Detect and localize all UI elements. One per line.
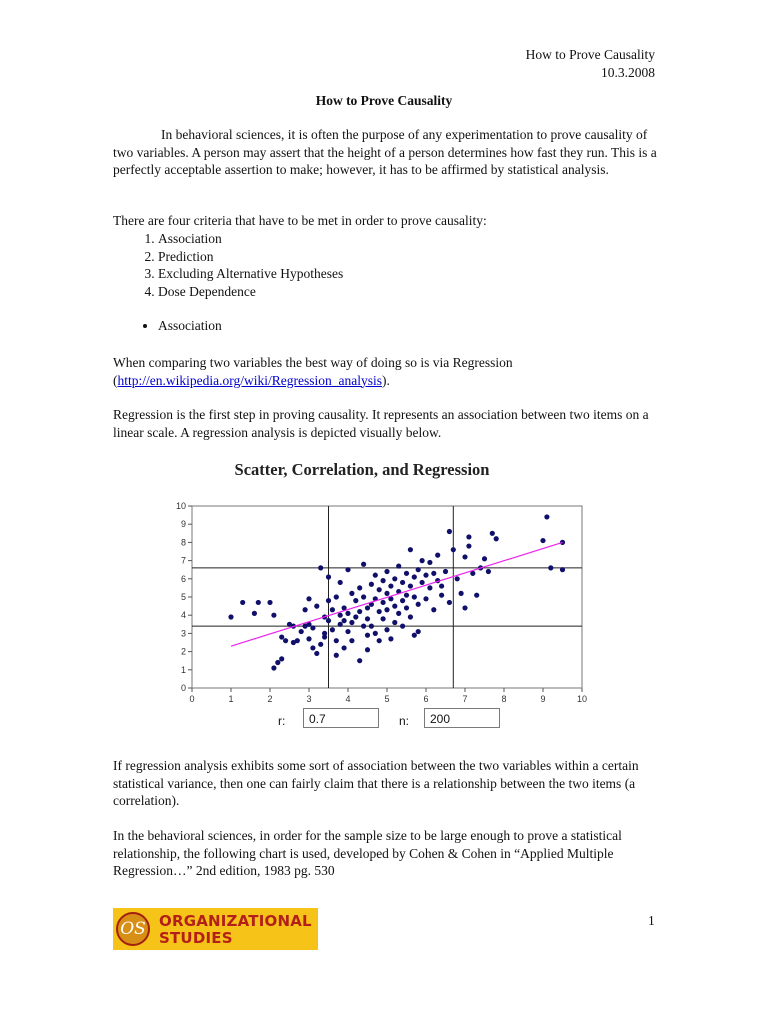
x-tick-label: 3: [306, 694, 312, 704]
data-point: [334, 638, 339, 643]
data-point: [228, 614, 233, 619]
data-point: [365, 647, 370, 652]
data-point: [408, 614, 413, 619]
intro-paragraph: In behavioral sciences, it is often the purpose of any experimentation to prove causality of two variables. A person may assert that the height of a person determines how fast they run. This is a perfectly acceptable assertion to make; however, it has to be affirmed by statistical analysis.: [113, 127, 657, 177]
data-point: [357, 658, 362, 663]
data-point: [353, 598, 358, 603]
data-point: [416, 629, 421, 634]
y-tick-label: 10: [175, 501, 186, 511]
data-point: [361, 562, 366, 567]
x-tick-label: 6: [423, 694, 429, 704]
data-point: [416, 602, 421, 607]
data-point: [361, 594, 366, 599]
data-point: [334, 653, 339, 658]
regression-text-end: ).: [381, 372, 390, 388]
data-point: [326, 598, 331, 603]
x-tick-label: 5: [384, 694, 390, 704]
criteria-intro: There are four criteria that have to be met in order to prove causality:: [113, 213, 487, 228]
y-tick-label: 1: [180, 664, 186, 675]
data-point: [447, 600, 452, 605]
y-tick-label: 8: [180, 537, 186, 548]
data-point: [494, 536, 499, 541]
x-tick-label: 4: [345, 694, 351, 704]
data-point: [283, 638, 288, 643]
first-step-paragraph: Regression is the first step in proving causality. It represents an association between two items on a linear scale. A regression analysis is depicted visually below.: [113, 407, 649, 440]
logo-line2: STUDIES: [159, 929, 233, 947]
y-tick-label: 7: [180, 555, 186, 566]
data-point: [357, 585, 362, 590]
data-point: [462, 554, 467, 559]
regression-line-group: [231, 542, 563, 646]
data-point: [392, 576, 397, 581]
data-point: [381, 578, 386, 583]
data-point: [459, 591, 464, 596]
bullet-item-association: • Association: [158, 317, 222, 335]
association-paragraph: If regression analysis exhibits some sort of association between the two variables within a certain statistical variance, then one can fairly claim that there is a relationship between the two items (a correlation).: [113, 758, 639, 808]
data-point: [353, 614, 358, 619]
data-point: [384, 569, 389, 574]
data-point: [486, 569, 491, 574]
data-point: [377, 638, 382, 643]
data-point: [388, 636, 393, 641]
x-tick-label: 9: [540, 694, 546, 704]
x-tick-labels: [189, 688, 587, 704]
y-tick-label: 4: [180, 610, 186, 621]
data-point: [271, 613, 276, 618]
data-point: [318, 642, 323, 647]
data-point: [416, 567, 421, 572]
x-tick-label: 0: [189, 694, 195, 704]
data-point: [349, 591, 354, 596]
data-point: [318, 565, 323, 570]
data-point: [299, 629, 304, 634]
data-point: [412, 633, 417, 638]
data-point: [349, 620, 354, 625]
data-point: [365, 605, 370, 610]
logo-line1: ORGANIZATIONAL: [159, 912, 312, 930]
criteria-item: 1. Association: [158, 230, 343, 248]
data-point: [466, 534, 471, 539]
data-point: [396, 563, 401, 568]
data-point: [451, 547, 456, 552]
data-point: [427, 585, 432, 590]
header-date: 10.3.2008: [601, 64, 655, 80]
data-point: [420, 558, 425, 563]
data-point: [345, 567, 350, 572]
data-point: [431, 571, 436, 576]
data-point: [373, 631, 378, 636]
data-point: [361, 624, 366, 629]
data-point: [384, 627, 389, 632]
x-tick-label: 1: [228, 694, 234, 704]
data-point: [338, 622, 343, 627]
x-tick-label: 8: [501, 694, 507, 704]
data-point: [326, 574, 331, 579]
y-tick-label: 2: [180, 646, 186, 657]
x-tick-label: 2: [267, 694, 273, 704]
data-point: [423, 573, 428, 578]
data-point: [381, 616, 386, 621]
y-tick-label: 5: [180, 592, 186, 602]
data-point: [447, 529, 452, 534]
y-tick-label: 0: [180, 683, 186, 693]
data-point: [392, 604, 397, 609]
data-point: [423, 596, 428, 601]
data-point: [431, 607, 436, 612]
criteria-list: [113, 230, 343, 300]
data-point: [462, 605, 467, 610]
data-point: [412, 594, 417, 599]
data-point: [267, 600, 272, 605]
data-point: [381, 600, 386, 605]
logo-mark: [116, 912, 150, 946]
data-point: [330, 607, 335, 612]
y-tick-labels: [176, 501, 192, 693]
scatter-chart: [170, 455, 600, 745]
data-point: [314, 651, 319, 656]
regression-line: [231, 542, 563, 646]
data-point: [560, 567, 565, 572]
data-point: [306, 636, 311, 641]
data-point: [466, 543, 471, 548]
cohen-paragraph: In the behavioral sciences, in order for the sample size to be large enough to prove a statistical relationship, the following chart is used, developed by Cohen & Cohen in “Applied Multiple Regression…” 2nd edition, 1983 pg. 530: [113, 828, 622, 878]
data-point: [345, 629, 350, 634]
data-point: [474, 593, 479, 598]
data-point: [400, 598, 405, 603]
data-point: [404, 571, 409, 576]
regression-text: When comparing two variables the best way of doing so is via Regression (: [113, 355, 513, 388]
y-tick-label: 9: [180, 519, 186, 530]
data-point: [342, 645, 347, 650]
data-point: [388, 583, 393, 588]
data-point: [349, 638, 354, 643]
n-value-box: 200: [424, 708, 500, 728]
data-point: [400, 624, 405, 629]
data-point: [544, 514, 549, 519]
data-point: [271, 665, 276, 670]
data-point: [279, 656, 284, 661]
regression-paragraph: [113, 354, 658, 389]
bullet-list: [113, 317, 222, 335]
data-point: [314, 604, 319, 609]
data-point: [396, 611, 401, 616]
data-point: [240, 600, 245, 605]
page-title: How to Prove Causality: [315, 93, 453, 108]
data-point: [392, 620, 397, 625]
criteria-item: 4. Dose Dependence: [158, 283, 343, 301]
criteria-item: 2. Prediction: [158, 248, 343, 266]
data-point: [443, 569, 448, 574]
data-point: [435, 553, 440, 558]
data-point: [540, 538, 545, 543]
data-point: [326, 618, 331, 623]
data-point: [334, 594, 339, 599]
data-point: [384, 607, 389, 612]
header-doc-title: How to Prove Causality: [525, 47, 655, 62]
organizational-studies-logo: [113, 908, 318, 950]
data-point: [303, 607, 308, 612]
data-point: [322, 634, 327, 639]
running-header: [526, 46, 655, 81]
criteria-item: 3. Excluding Alternative Hypotheses: [158, 265, 343, 283]
data-point: [365, 633, 370, 638]
data-point: [482, 556, 487, 561]
n-label: n:: [399, 714, 410, 728]
data-point: [275, 660, 280, 665]
data-point: [306, 596, 311, 601]
data-point: [357, 609, 362, 614]
data-point: [310, 625, 315, 630]
data-point: [420, 580, 425, 585]
data-point: [338, 613, 343, 618]
scatter-chart-svg: [170, 455, 600, 740]
data-point: [412, 574, 417, 579]
data-point: [490, 531, 495, 536]
data-point: [439, 593, 444, 598]
r-value-box: 0.7: [303, 708, 379, 728]
data-point: [310, 645, 315, 650]
data-point: [252, 611, 257, 616]
data-point: [377, 609, 382, 614]
data-point: [279, 634, 284, 639]
data-point: [404, 593, 409, 598]
page-number: 1: [648, 913, 655, 928]
logo-mark-text: OS: [120, 919, 146, 939]
data-point: [345, 611, 350, 616]
x-tick-label: 10: [576, 694, 588, 704]
data-point: [548, 565, 553, 570]
data-point: [455, 576, 460, 581]
data-point: [408, 547, 413, 552]
data-point: [330, 627, 335, 632]
data-point: [342, 618, 347, 623]
regression-link[interactable]: http://en.wikipedia.org/wiki/Regression_analysis: [117, 372, 382, 388]
data-point: [427, 560, 432, 565]
data-point: [338, 580, 343, 585]
y-tick-label: 6: [180, 573, 186, 584]
chart-title: Scatter, Correlation, and Regression: [234, 460, 490, 479]
data-point: [365, 616, 370, 621]
data-point: [408, 583, 413, 588]
data-point: [373, 573, 378, 578]
data-point: [439, 583, 444, 588]
r-label: r:: [278, 714, 286, 728]
data-point: [400, 580, 405, 585]
data-point: [256, 600, 261, 605]
data-point: [295, 638, 300, 643]
data-point: [404, 605, 409, 610]
y-tick-label: 3: [180, 628, 186, 639]
data-points: [228, 514, 565, 670]
data-point: [369, 624, 374, 629]
data-point: [369, 582, 374, 587]
x-tick-label: 7: [462, 694, 468, 704]
data-point: [384, 591, 389, 596]
data-point: [377, 587, 382, 592]
